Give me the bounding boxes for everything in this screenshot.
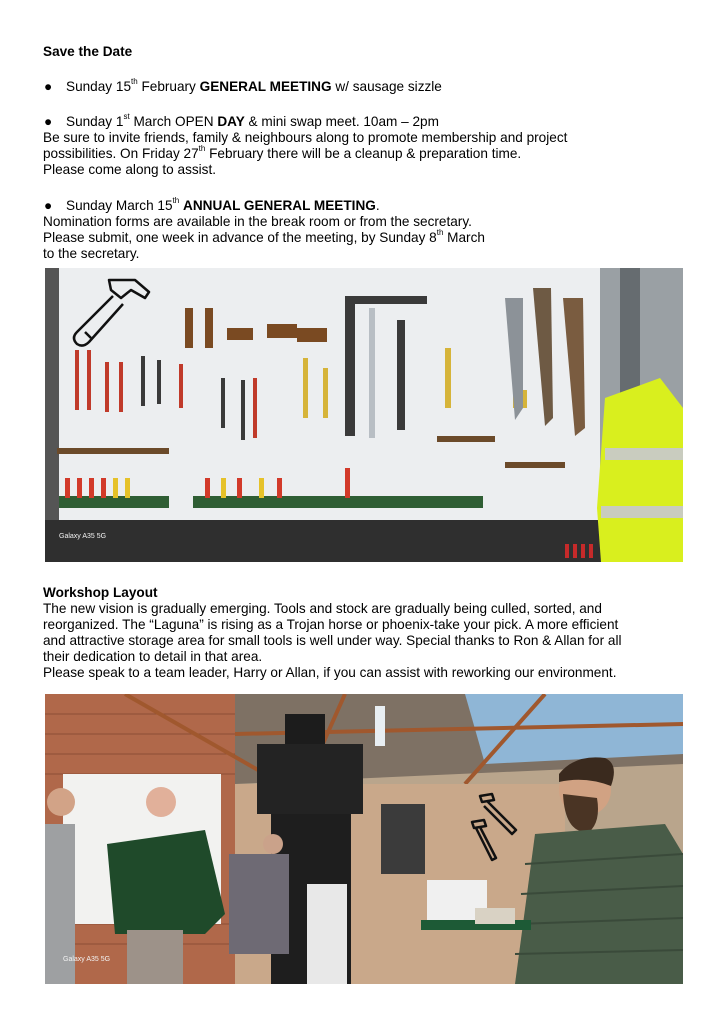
workshop-photo — [45, 694, 683, 984]
open-day-detail: Be sure to invite friends, family & neighbours along to promote membership and project possibilities. On Friday 27th February there will be a cleanup & preparation time. Please come along to assist. — [43, 130, 568, 177]
workshop-layout-text: The new vision is gradually emerging. Tools and stock are gradually being culled, sorted, and reorganized. The “Laguna” is rising as a Trojan horse or phoenix-take your pick. A more efficient and attractive storage area for small tools is well under way. Special thanks to Ron & Allan for all their dedication to detail in that area. Please speak to a team leader, Harry or Allan, if you can assist with reworking our environment. — [43, 601, 622, 680]
list-item-general-meeting: ● Sunday 15th February GENERAL MEETING w/ sausage sizzle — [44, 77, 442, 94]
list-item-open-day: ● Sunday 1st March OPEN DAY & mini swap meet. 10am – 2pm — [44, 112, 439, 129]
hammer-icon — [65, 276, 151, 348]
agm-detail: Nomination forms are available in the break room or from the secretary. Please submit, one week in advance of the meeting, by Sunday 8th March to the secretary. — [43, 214, 485, 261]
save-the-date-heading: Save the Date — [43, 44, 133, 59]
photo-watermark: Galaxy A35 5G — [63, 956, 111, 963]
list-item-agm: ● Sunday March 15th ANNUAL GENERAL MEETING. — [44, 196, 380, 213]
photo-watermark: Galaxy A35 5G — [59, 533, 107, 540]
workshop-layout-heading: Workshop Layout — [43, 585, 158, 600]
bullet-icon: ● — [44, 79, 53, 94]
tool-wall-photo — [45, 268, 683, 562]
nails-icon — [470, 792, 526, 862]
bullet-icon: ● — [44, 198, 53, 213]
bullet-icon: ● — [44, 114, 53, 129]
